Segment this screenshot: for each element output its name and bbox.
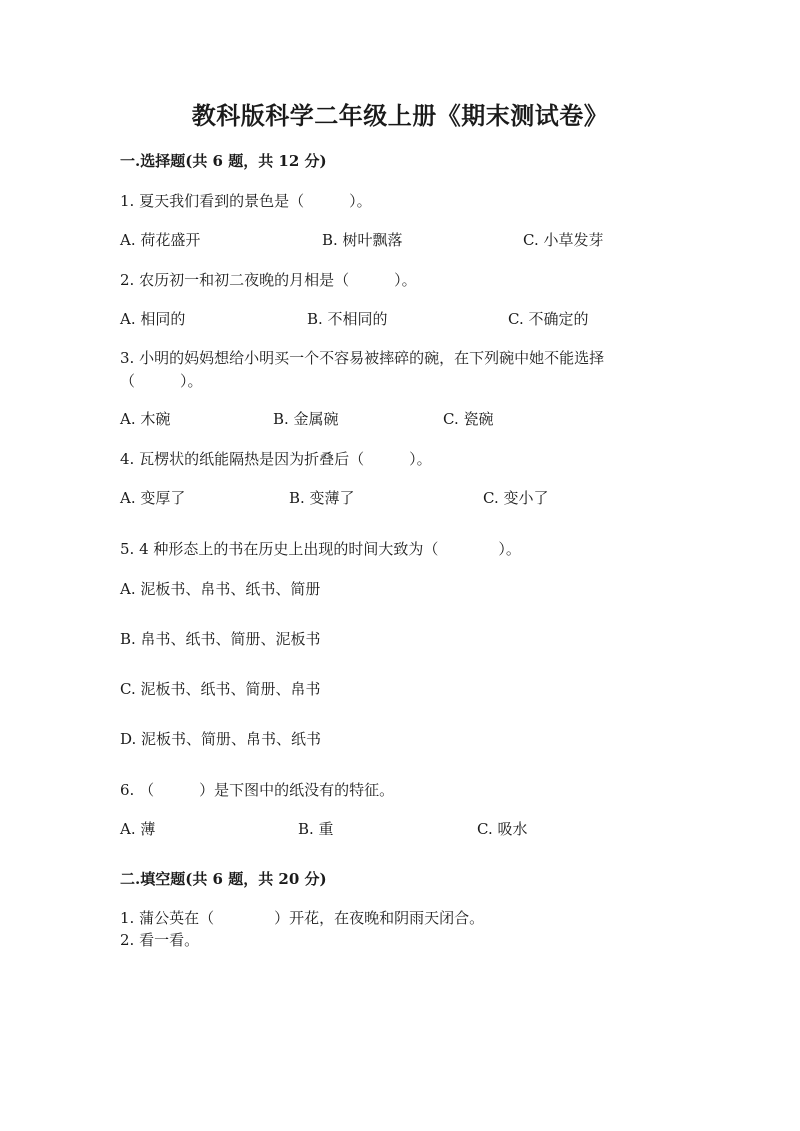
question-4-stem: 4. 瓦楞状的纸能隔热是因为折叠后（ ）。	[120, 450, 432, 468]
question-5-option-b: B. 帛书、纸书、简册、泥板书	[120, 630, 321, 648]
question-6-option-a: A. 薄	[120, 820, 156, 838]
question-4-option-b: B. 变薄了	[289, 489, 355, 507]
question-1-option-a: A. 荷花盛开	[120, 231, 201, 249]
question-2-option-c: C. 不确定的	[508, 310, 589, 328]
fill-item-2: 2. 看一看。	[120, 931, 200, 949]
question-5-option-a: A. 泥板书、帛书、纸书、简册	[120, 580, 321, 598]
fill-item-1: 1. 蒲公英在（ ）开花，在夜晚和阴雨天闭合。	[120, 909, 485, 927]
question-1-stem: 1. 夏天我们看到的景色是（ ）。	[120, 192, 372, 210]
question-3-option-c: C. 瓷碗	[443, 410, 494, 428]
question-3-stem-continued: （ ）。	[120, 372, 203, 390]
question-5-option-d: D. 泥板书、简册、帛书、纸书	[120, 730, 322, 748]
page-title: 教科版科学二年级上册《期末测试卷》	[191, 101, 609, 130]
question-3-option-a: A. 木碗	[120, 410, 171, 428]
question-5-option-c: C. 泥板书、纸书、简册、帛书	[120, 680, 321, 698]
question-3-stem: 3. 小明的妈妈想给小明买一个不容易被摔碎的碗，在下列碗中她不能选择	[120, 349, 605, 367]
question-2-option-a: A. 相同的	[120, 310, 186, 328]
question-6-option-c: C. 吸水	[477, 820, 528, 838]
question-1-option-b: B. 树叶飘落	[322, 231, 403, 249]
section-heading-choice: 一.选择题(共 6 题，共 12 分)	[120, 152, 327, 170]
question-4-option-a: A. 变厚了	[120, 489, 186, 507]
question-6-option-b: B. 重	[298, 820, 334, 838]
question-2-option-b: B. 不相同的	[307, 310, 388, 328]
question-3-option-b: B. 金属碗	[273, 410, 339, 428]
question-6-stem: 6. （ ）是下图中的纸没有的特征。	[120, 781, 395, 799]
section-heading-fill-blank: 二.填空题(共 6 题，共 20 分)	[120, 870, 327, 888]
question-2-stem: 2. 农历初一和初二夜晚的月相是（ ）。	[120, 271, 417, 289]
question-4-option-c: C. 变小了	[483, 489, 549, 507]
question-5-stem: 5. 4 种形态上的书在历史上出现的时间大致为（ ）。	[120, 540, 521, 558]
question-1-option-c: C. 小草发芽	[523, 231, 604, 249]
